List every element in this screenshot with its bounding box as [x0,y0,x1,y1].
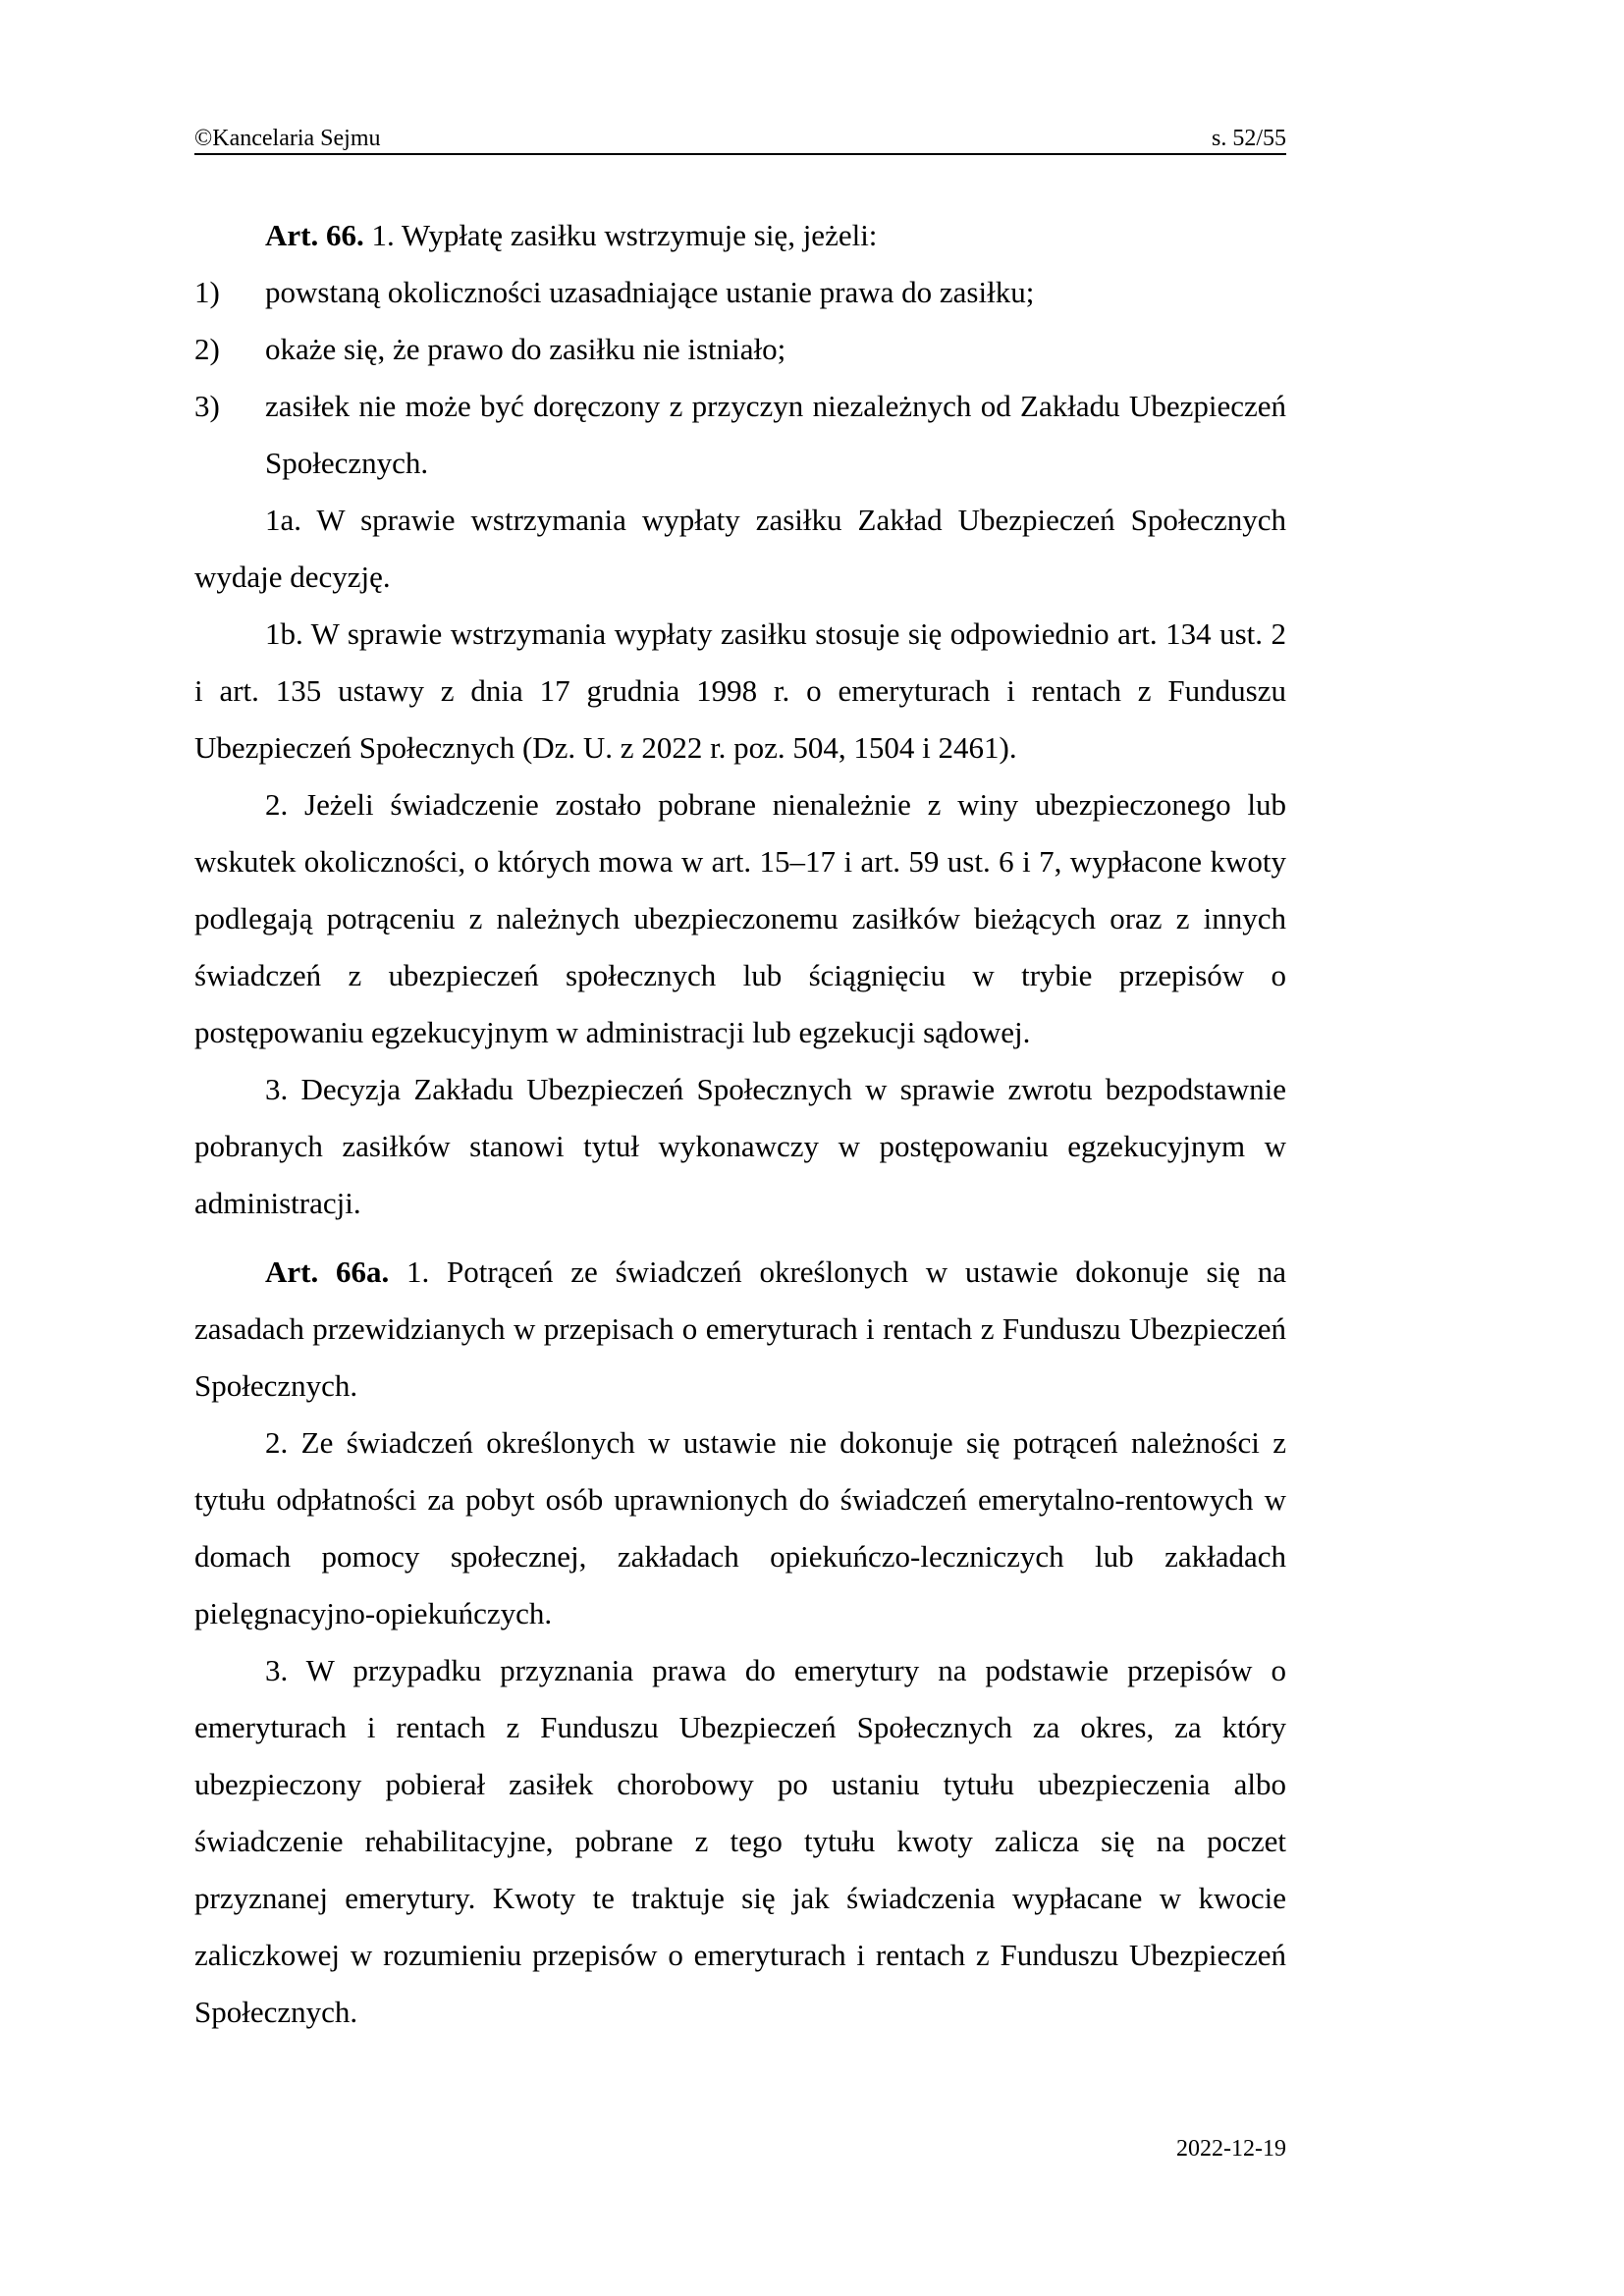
art-66a-paragraph-1 [194,1244,1286,1415]
art-66-paragraph-1b: 1b. W sprawie wstrzymania wypłaty zasiłku stosuje się odpowiednio art. 134 ust. 2 i art. 135 ustawy z dnia 17 grudnia 1998 r. o emeryturach i rentach z Funduszu Ubezpieczeń Społecznych (Dz. U. z 2022 r. poz. 504, 1504 i 2461). [194,616,1286,765]
document-date: 2022-12-19 [1176,2136,1286,2162]
art-66-paragraph-3: 3. Decyzja Zakładu Ubezpieczeń Społecznych w sprawie zwrotu bezpodstawnie pobranych zasiłków stanowi tytuł wykonawczy w postępowaniu egzekucyjnym w administracji. [194,1072,1286,1220]
page-number: s. 52/55 [1211,126,1286,151]
list-item-number: 2) [194,332,220,366]
publisher-label: ©Kancelaria Sejmu [194,126,381,151]
art-66-intro: 1. Wypłatę zasiłku wstrzymuje się, jeżeli: [363,218,878,252]
document-body [194,207,1286,2041]
list-item-number: 3) [194,389,220,423]
art-66a-text: 1. Potrąceń ze świadczeń określonych w ustawie dokonuje się na zasadach przewidzianych w przepisach o emeryturach i rentach z Funduszu Ubezpieczeń Społecznych. [194,1255,1286,1403]
art-66a-paragraph-3: 3. W przypadku przyznania prawa do emerytury na podstawie przepisów o emeryturach i rentach z Funduszu Ubezpieczeń Społecznych za okres, za który ubezpieczony pobierał zasiłek chorobowy po ustaniu tytułu ubezpieczenia albo świadczenie rehabilitacyjne, pobrane z tego tytułu kwoty zalicza się na poczet przyznanej emerytury. Kwoty te traktuje się jak świadczenia wypłacane w kwocie zaliczkowej w rozumieniu przepisów o emeryturach i rentach z Funduszu Ubezpieczeń Społecznych. [194,1653,1286,2029]
list-item-number: 1) [194,275,220,309]
list-item-text: okaże się, że prawo do zasiłku nie istniało; [265,332,786,366]
art-66-label: Art. 66. [265,218,364,252]
list-item [194,264,1286,321]
list-item [194,378,1286,492]
art-66-paragraph-2: 2. Jeżeli świadczenie zostało pobrane nienależnie z winy ubezpieczonego lub wskutek okoliczności, o których mowa w art. 15–17 i art. 59 ust. 6 i 7, wypłacone kwoty podlegają potrąceniu z należnych ubezpieczonemu zasiłków bieżących oraz z innych świadczeń z ubezpieczeń społecznych lub ściągnięciu w trybie przepisów o postępowaniu egzekucyjnym w administracji lub egzekucji sądowej. [194,787,1286,1049]
art-66-paragraph-1a: 1a. W sprawie wstrzymania wypłaty zasiłku Zakład Ubezpieczeń Społecznych wydaje decyzję. [194,503,1286,594]
art-66a-paragraph-2: 2. Ze świadczeń określonych w ustawie nie dokonuje się potrąceń należności z tytułu odpłatności za pobyt osób uprawnionych do świadczeń emerytalno-rentowych w domach pomocy społecznej, zakładach opiekuńczo-leczniczych lub zakładach pielęgnacyjno-opiekuńczych. [194,1425,1286,1630]
list-item [194,321,1286,378]
art-66-paragraph-1 [194,207,1286,264]
list-item-text: zasiłek nie może być doręczony z przyczyn niezależnych od Zakładu Ubezpieczeń Społecznych. [265,389,1286,480]
list-item-text: powstaną okoliczności uzasadniające ustanie prawa do zasiłku; [265,275,1035,309]
art-66a-label: Art. 66a. [265,1255,390,1289]
page-header [194,124,1286,155]
